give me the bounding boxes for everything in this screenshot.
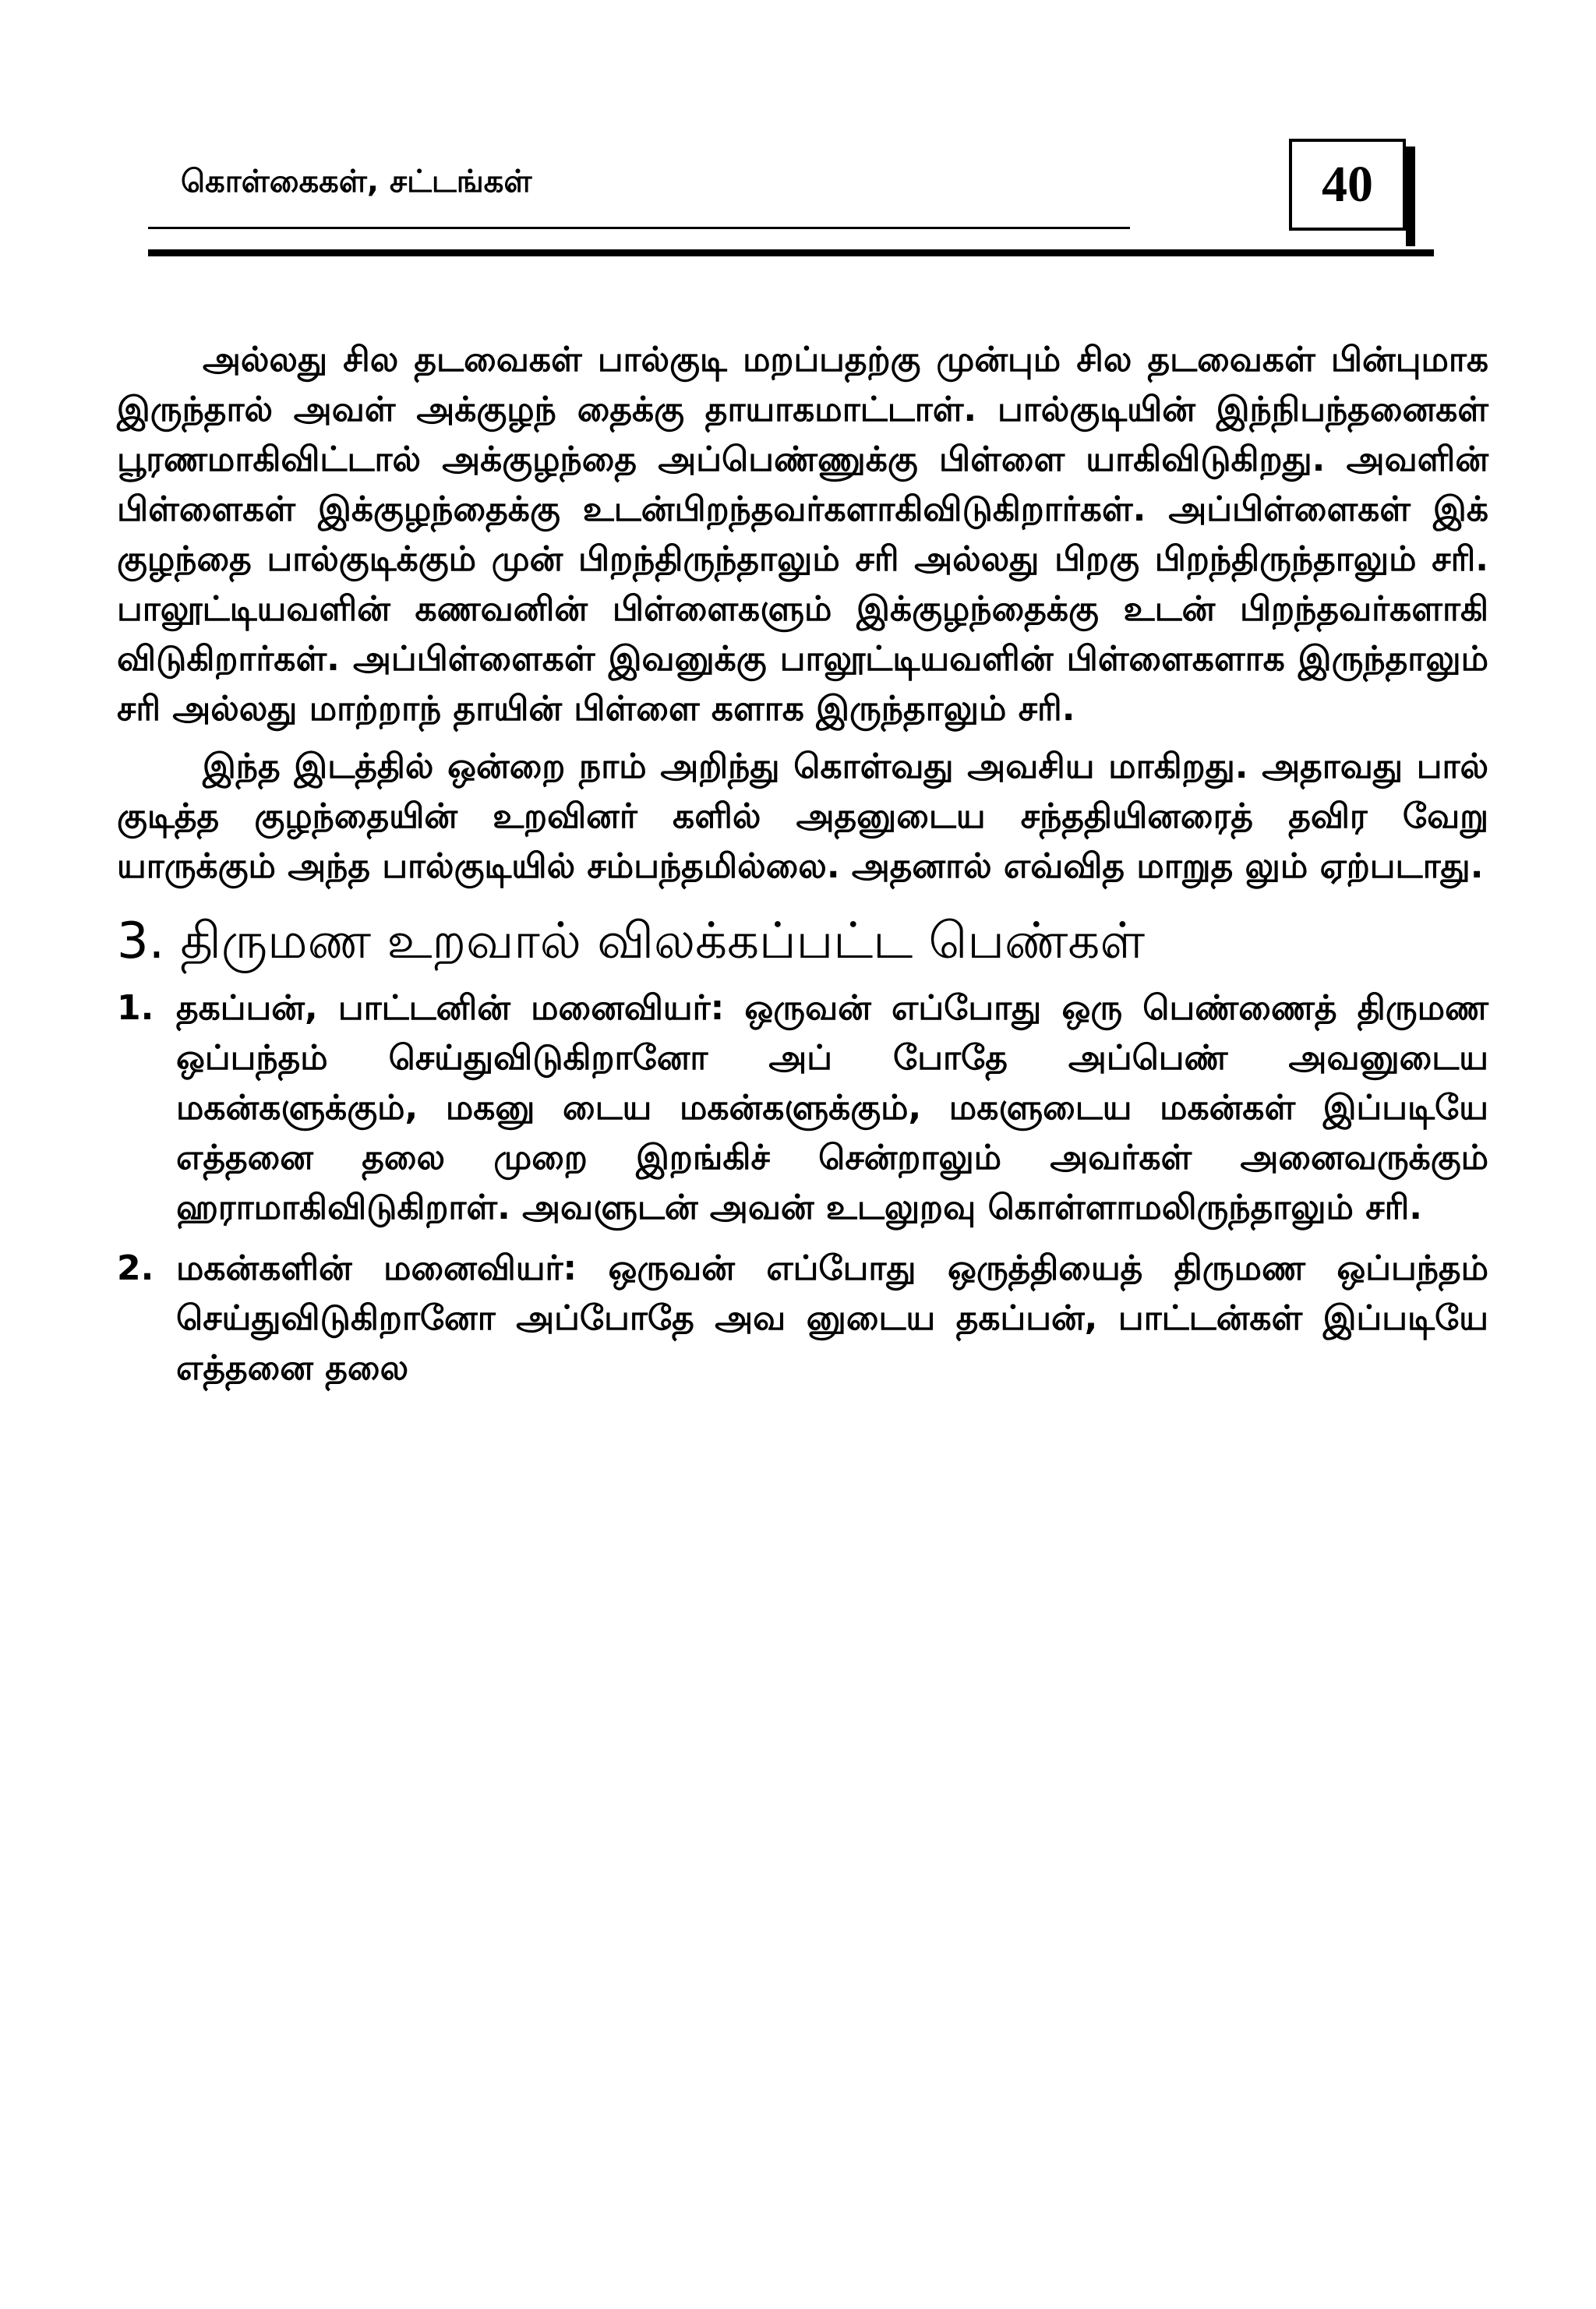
page-number: 40 bbox=[1322, 156, 1373, 213]
header-thin-rule bbox=[148, 227, 1130, 229]
page-number-box bbox=[1289, 139, 1406, 231]
list-item-text: மகன்களின் மனைவியர்: ஒருவன் எப்போது ஒருத்தியைத் திருமண ஒப்பந்தம் செய்துவிடுகிறானோ அப்போதே அவ னுடைய தகப்பன், பாட்டன்கள் இப்படியே எத்தனை தலை bbox=[176, 1248, 1488, 1388]
body-paragraph-1: அல்லது சில தடவைகள் பால்குடி மறப்பதற்கு முன்பும் சில தடவைகள் பின்புமாக இருந்தால் அவள் அக்குழந் தைக்கு தாயாகமாட்டாள். பால்குடியின் இந்நிபந்தனைகள் பூரணமாகிவிட்டால் அக்குழந்தை அப்பெண்ணுக்கு பிள்ளை யாகிவிடுகிறது. அவளின் பிள்ளைகள் இக்குழந்தைக்கு உடன்பிறந்தவர்களாகிவிடுகிறார்கள். அப்பிள்ளைகள் இக் குழந்தை பால்குடிக்கும் முன் பிறந்திருந்தாலும் சரி அல்லது பிறகு பிறந்திருந்தாலும் சரி. பாலூட்டியவளின் கணவனின் பிள்ளைகளும் இக்குழந்தைக்கு உடன் பிறந்தவர்களாகி விடுகிறார்கள். அப்பிள்ளைகள் இவனுக்கு பாலூட்டியவளின் பிள்ளைகளாக இருந்தாலும் சரி அல்லது மாற்றாந் தாயின் பிள்ளை களாக இருந்தாலும் சரி. bbox=[117, 340, 1488, 729]
page-number-box-shadow bbox=[1406, 147, 1415, 246]
body-paragraph-2: இந்த இடத்தில் ஒன்றை நாம் அறிந்து கொள்வது அவசிய மாகிறது. அதாவது பால் குடித்த குழந்தையின் உறவினர் களில் அதனுடைய சந்ததியினரைத் தவிர வேறு யாருக்கும் அந்த பால்குடியில் சம்பந்தமில்லை. அதனால் எவ்வித மாறுத லும் ஏற்படாது. bbox=[117, 747, 1488, 886]
list-item-number: 1. bbox=[117, 988, 154, 1028]
running-header-title: கொள்கைகள், சட்டங்கள் bbox=[181, 164, 532, 199]
list-item-text: தகப்பன், பாட்டனின் மனைவியர்: ஒருவன் எப்போது ஒரு பெண்ணைத் திருமண ஒப்பந்தம் செய்துவிடுகிறானோ அப் போதே அப்பெண் அவனுடைய மகன்களுக்கும், மகனு டைய மகன்களுக்கும், மகளுடைய மகன்கள் இப்படியே எத்தனை தலை முறை இறங்கிச் சென்றாலும் அவர்கள் அனைவருக்கும் ஹராமாகிவிடுகிறாள். அவளுடன் அவன் உடலுறவு கொள்ளாமலிருந்தாலும் சரி. bbox=[176, 988, 1488, 1227]
section-heading: 3. திருமண உறவால் விலக்கப்பட்ட பெண்கள் bbox=[117, 913, 1146, 970]
list-item bbox=[117, 983, 1488, 1233]
header-thick-rule bbox=[148, 249, 1434, 256]
list-item-number: 2. bbox=[117, 1248, 154, 1288]
page-body bbox=[117, 335, 1488, 1404]
list-item bbox=[117, 1244, 1488, 1393]
